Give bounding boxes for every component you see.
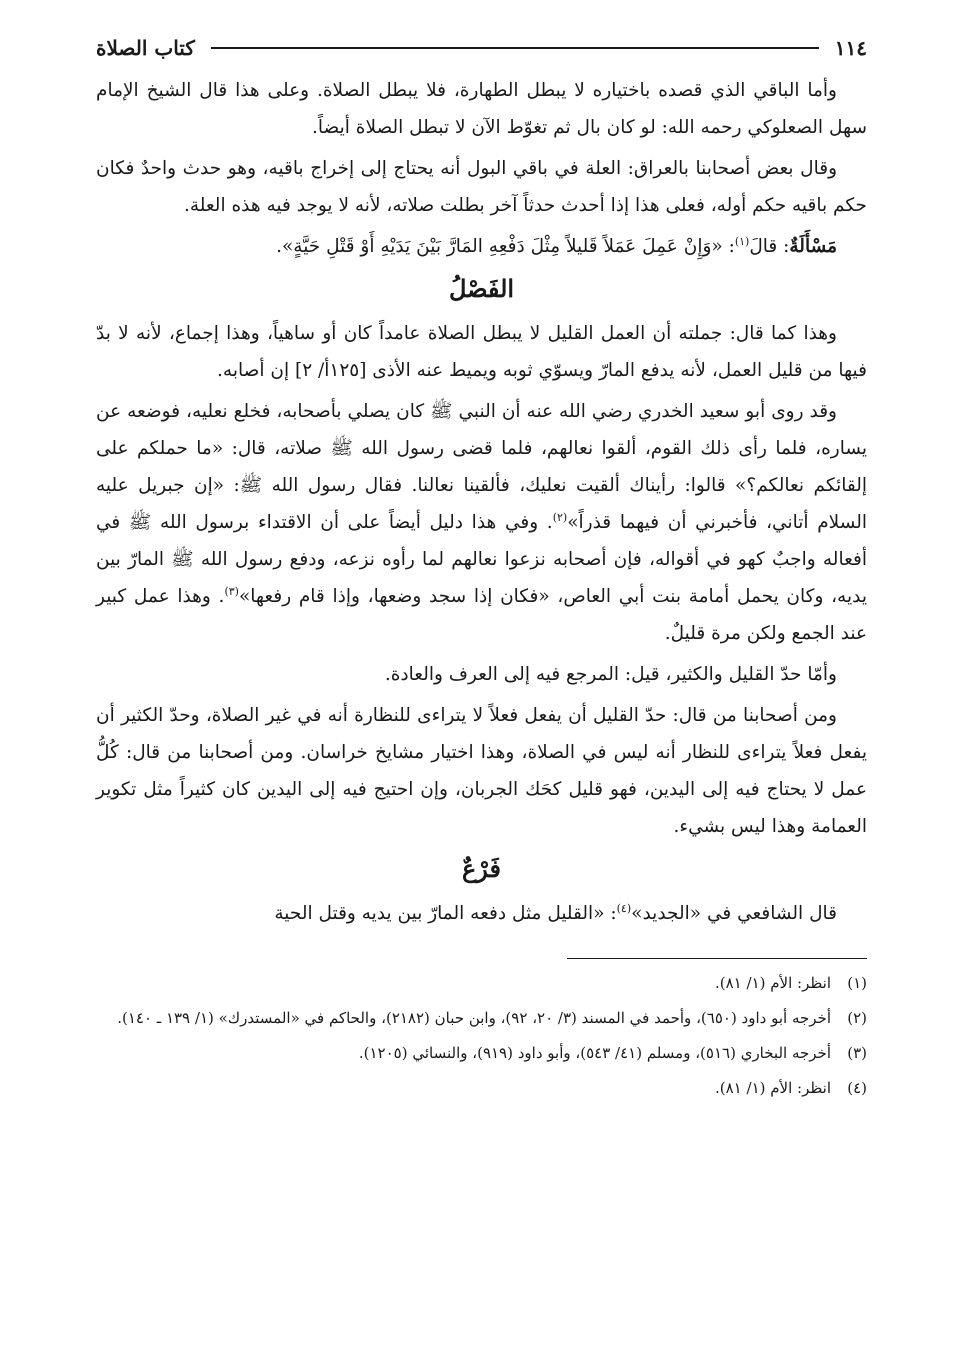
paragraph-4 [96, 393, 867, 652]
footnote-text: أخرجه أبو داود (٦٥٠)، وأحمد في المسند (٣/ ٢٠، ٩٢)، وابن حبان (٢١٨٢)، والحاكم في «المستدرك» (١/ ١٣٩ ـ ١٤٠). [117, 1009, 831, 1027]
paragraph-4-part-a: وقد روى أبو سعيد الخدري رضي الله عنه أن النبي ﷺ كان يصلي بأصحابه، فخلع نعليه، فوضعه عن يساره، فلما رأى ذلك القوم، ألقوا نعالهم، فلما قضى رسول الله ﷺ صلاته، قال: «ما حملكم على إلقائكم نعالكم؟» قالوا: رأيناك ألقيت نعليك، فألقينا نعالنا. فقال رسول الله ﷺ: «إن جبريل عليه السلام أتاني، فأخبرني أن فيهما قذراً» [96, 401, 867, 533]
paragraph-2: وقال بعض أصحابنا بالعراق: العلة في باقي البول أنه يحتاج إلى إخراج باقيه، وهو حدث واحدٌ فكان حكم باقيه حكم أوله، فعلى هذا إذا أحدث حدثاً آخر بطلت صلاته، لأنه لا يوجد فيه هذه العلة. [96, 158, 867, 216]
paragraph-4-part-c: . وهذا عمل كبير عند الجمع ولكن مرة قليلٌ. [96, 586, 867, 644]
footnote-ref-1: (١) [734, 234, 750, 248]
paragraph-7-part-b: : «القليل مثل دفعه المارّ بين يديه وقتل الحية [274, 903, 617, 924]
masala-intro: : قالَ [749, 236, 790, 257]
header-rule [211, 47, 819, 49]
running-head [96, 34, 867, 62]
footnote-ref-2: (٢) [552, 510, 568, 524]
footnote-2 [96, 1004, 867, 1033]
paragraph-3: وهذا كما قال: جملته أن العمل القليل لا يبطل الصلاة عامداً كان أو ساهياً، وهذا إجماع، لأنه لا بدّ فيها من قليل العمل، لأنه يدفع المارّ ويسوّي ثوبه ويميط عنه الأذى [١٢٥أ/ ٢] إن أصابه. [96, 323, 867, 381]
masala-quote: : «وَإِنْ عَمِلَ عَمَلاً قَليلاً مِثْلَ دَفْعِهِ المَارَّ بَيْنَ يَدَيْهِ أَوْ قَتْلِ حَيَّةٍ». [276, 236, 735, 257]
footnote-number: (٢) [847, 1009, 867, 1027]
footnote-text: أخرجه البخاري (٥١٦)، ومسلم (٤١/ ٥٤٣)، وأبو داود (٩١٩)، والنسائي (١٢٠٥). [358, 1044, 831, 1062]
paragraph-6: ومن أصحابنا من قال: حدّ القليل أن يفعل فعلاً لا يتراءى للنظارة أنه في غير الصلاة، وحدّ الكثير أن يفعل فعلاً يتراءى للنظار أنه ليس في الصلاة، وهذا اختيار مشايخ خراسان. ومن أصحابنا من قال: كُلُّ عمل لا يحتاج فيه إلى اليدين، فهو قليل كحَك الجربان، وإن احتيج فيه إلى اليدين كان كثيراً مثل تكوير العمامة وهذا ليس بشيء. [96, 705, 867, 837]
footnote-1 [96, 969, 867, 998]
paragraph-7 [96, 895, 867, 932]
footnote-text: انظر: الأم (١/ ٨١). [714, 974, 831, 992]
paragraph-5: وأمّا حدّ القليل والكثير، قيل: المرجع فيه إلى العرف والعادة. [384, 664, 837, 685]
page-number: ١١٤ [834, 36, 867, 60]
footnote-ref-4: (٤) [616, 901, 632, 915]
footnote-4 [96, 1074, 867, 1103]
footnote-ref-3: (٣) [224, 584, 239, 598]
book-title: كتاب الصلاة [96, 36, 195, 60]
section-heading-far: فَرْعٌ [461, 854, 502, 883]
footnote-text: انظر: الأم (١/ ٨١). [714, 1079, 831, 1097]
paragraph-4-part-b: . وفي هذا دليل أيضاً على أن الاقتداء برسول الله ﷺ في أفعاله واجبٌ كهو في أقواله، فإن أصحابه نزعوا نعالهم لما رأوه نزعه، ودفع رسول الله ﷺ المارّ بين يديه، وكان يحمل أمامة بنت أبي العاص، «فكان إذا سجد وضعها، وإذا قام رفعها» [96, 512, 867, 607]
paragraph-1: وأما الباقي الذي قصده باختياره لا يبطل الطهارة، فلا يبطل الصلاة. وعلى هذا قال الشيخ الإمام سهل الصعلوكي رحمه الله: لو كان بال ثم تغوّط الآن لا تبطل الصلاة أيضاً. [96, 80, 867, 138]
footnote-rule [567, 958, 867, 959]
masala-label: مَسْأَلَةٌ [789, 236, 837, 257]
footnote-number: (١) [847, 974, 867, 992]
footnote-number: (٤) [847, 1079, 867, 1097]
footnote-3 [96, 1039, 867, 1068]
paragraph-7-part-a: قال الشافعي في «الجديد» [631, 903, 837, 924]
footnote-number: (٣) [847, 1044, 867, 1062]
masala-paragraph [96, 228, 867, 265]
section-heading-fasl: الفَصْلُ [448, 274, 515, 303]
